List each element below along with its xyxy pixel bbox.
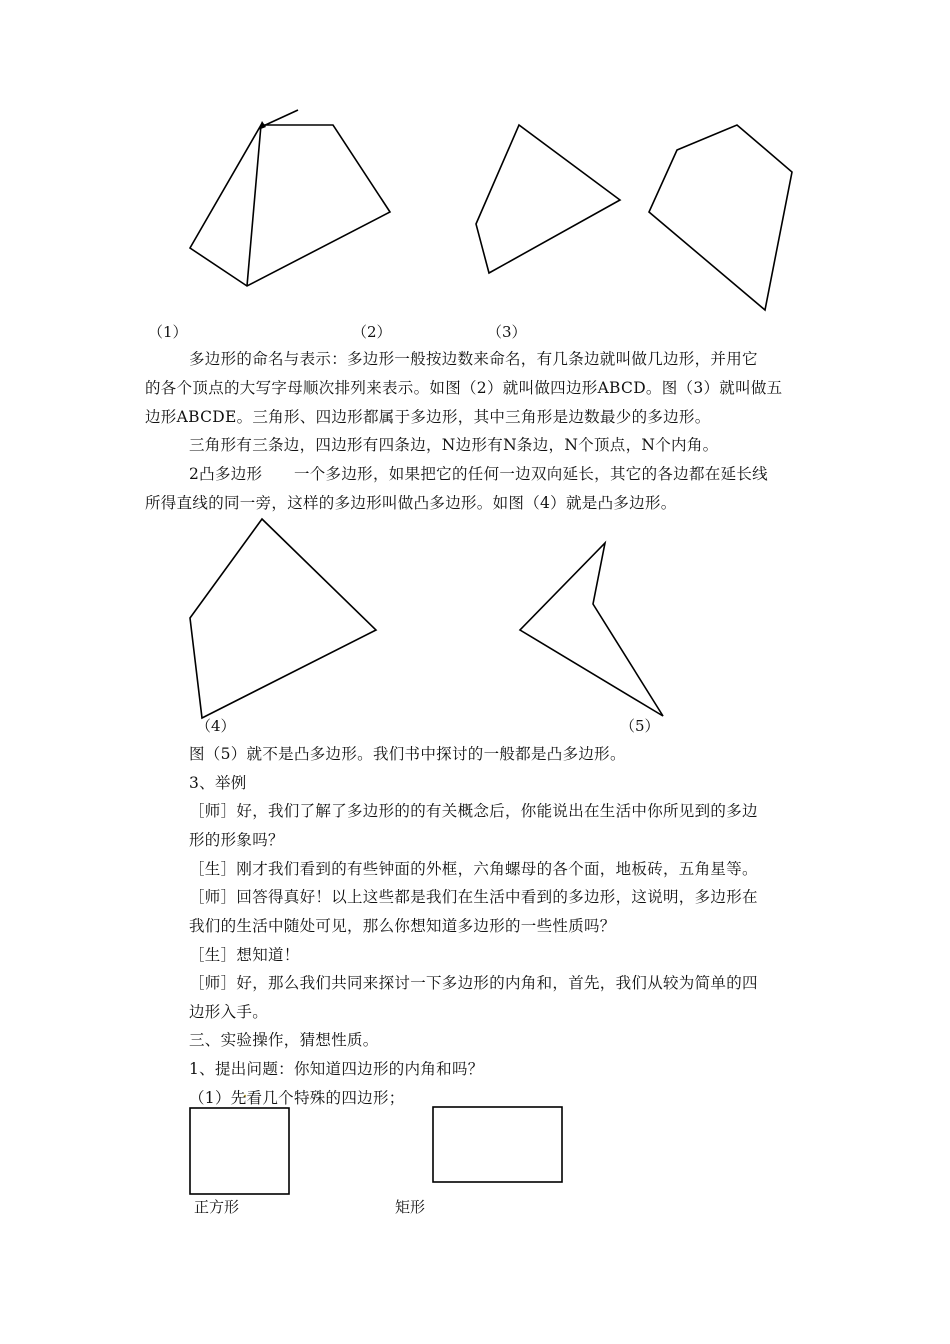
figure-3-label: （3）	[487, 323, 527, 341]
figure-1-polygon	[190, 125, 390, 286]
rectangle-shape	[433, 1107, 562, 1182]
paragraph-line: 三角形有三条边，四边形有四条边，N边形有N条边，N个顶点，N个内角。	[189, 436, 719, 454]
figure-1-label: （1）	[148, 323, 188, 341]
arrowhead-icon	[258, 121, 266, 130]
figure-5-label: （5）	[620, 717, 660, 735]
rectangle-label: 矩形	[395, 1198, 426, 1216]
paragraph-line: 图（5）就不是凸多边形。我们书中探讨的一般都是凸多边形。	[189, 745, 626, 763]
section-heading: 3、举例	[189, 774, 247, 792]
paragraph-line: 2凸多边形 一个多边形，如果把它的任何一边双向延长，其它的各边都在延长线	[189, 465, 768, 483]
paragraph-line: ［师］好，我们了解了多边形的的有关概念后，你能说出在生活中你所见到的多边	[189, 802, 758, 820]
paragraph-line: 所得直线的同一旁，这样的多边形叫做凸多边形。如图（4）就是凸多边形。	[145, 494, 677, 512]
section-heading: 三、实验操作，猜想性质。	[189, 1031, 379, 1049]
paragraph-line: 我们的生活中随处可见，那么你想知道多边形的一些性质吗？	[189, 917, 616, 935]
paragraph-line: ［师］回答得真好！以上这些都是我们在生活中看到的多边形，这说明，多边形在	[189, 888, 758, 906]
figure-4-polygon	[190, 519, 376, 718]
square-label: 正方形	[194, 1198, 240, 1216]
figure-2-polygon	[476, 125, 620, 273]
paragraph-line: ［师］好，那么我们共同来探讨一下多边形的内角和，首先，我们从较为简单的四	[189, 974, 758, 992]
paragraph-line: 边形入手。	[189, 1003, 269, 1021]
paragraph-line: 多边形的命名与表示：多边形一般按边数来命名，有几条边就叫做几边形，并用它	[189, 350, 758, 368]
figure-5-polygon	[520, 543, 663, 716]
paragraph-line: ［生］想知道！	[189, 946, 300, 964]
paragraph-line: （1）先看几个特殊的四边形；	[189, 1089, 405, 1107]
paragraph-line: 边形ABCDE。三角形、四边形都属于多边形，其中三角形是边数最少的多边形。	[145, 408, 711, 426]
figure-4-label: （4）	[196, 717, 236, 735]
paragraph-line: 形的形象吗？	[189, 831, 284, 849]
paragraph-line: 1、提出问题：你知道四边形的内角和吗？	[189, 1060, 484, 1078]
figure-1-diagonal	[247, 125, 261, 286]
figure-2-label: （2）	[352, 323, 392, 341]
paragraph-line: ［生］刚才我们看到的有些钟面的外框，六角螺母的各个面，地板砖，五角星等。	[189, 860, 758, 878]
figure-3-polygon	[649, 125, 792, 310]
paragraph-line: 的各个顶点的大写字母顺次排列来表示。如图（2）就叫做四边形ABCD。图（3）就叫做五	[145, 379, 783, 397]
square-shape	[190, 1108, 289, 1194]
